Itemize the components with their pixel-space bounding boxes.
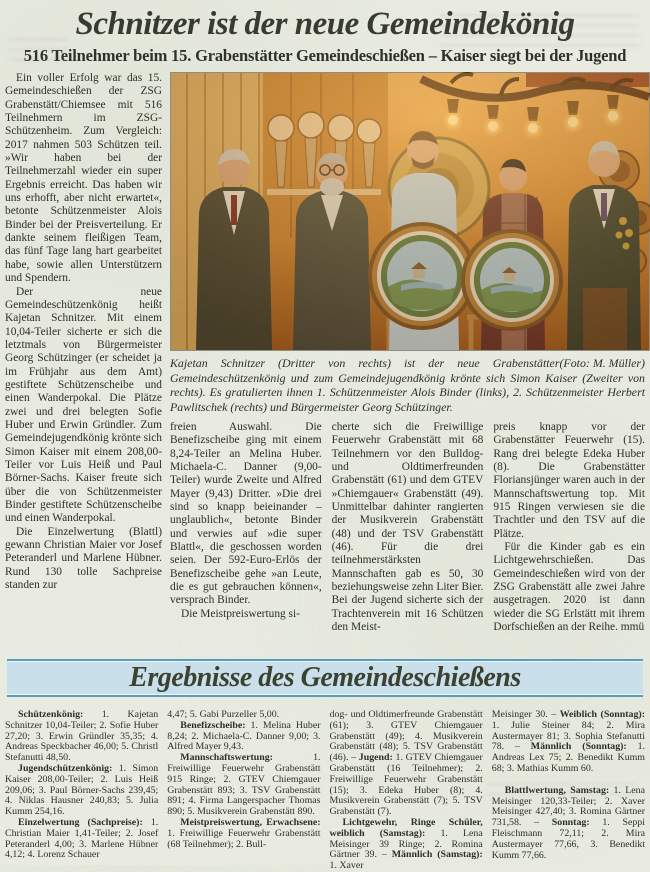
newspaper-page	[4, 5, 646, 872]
article-subheadline: 516 Teilnehmer beim 15. Grabenstätter Gemeindeschießen – Kaiser siegt bei der Jugend	[23, 46, 627, 65]
photo-caption	[170, 356, 645, 415]
photo-caption-text: Kajetan Schnitzer (Dritter von rechts) ist der neue Grabenstätter Gemeindeschützenkönig und zum Gemeindejugendkönig krönte sich Simon Kaiser (Zweiter von rechts). Es gratulierten ihnen 1. Schützenmeister Alois Binder (links), 2. Schützenmeister Herbert Pawlitschek (rechts) und Bürgermeister Georg Schützinger.	[170, 356, 645, 415]
article-photo	[170, 72, 650, 351]
results-banner-title: Ergebnisse des Gemeindeschießens	[129, 662, 521, 693]
article-left-column: Ein voller Erfolg war das 15. Gemeindeschießen der ZSG Grabenstätt/Chiemsee mit 516 Teilnehmern im ZSG-Schützenheim. Zum Vergleich: 2017 nahmen 503 Schützen teil. »Wir haben bei der Teilnehmerzahl wieder ein super Ergebnis erreicht. Das haben wir uns erhofft, aber nicht erwartet«, betonte Schützenmeister Alois Binder bei der Preisverteilung. Er dankte seinem fleißigen Team, das fünf Tage lang hart gearbeitet habe, sowie allen Unterstützern und Spendern. Der neue Gemeindeschützenkönig heißt Kajetan Schnitzer. Mit einem 10,04-Teiler sicherte er sich die letztmals von Bürgermeister Georg Schützinger (er scheidet ja im Frühjahr aus dem Amt) gestiftete Schützenscheibe und einen Wanderpokal. Die Plätze zwei und drei belegten Sofie Huber und Erwin Gründler. Zum Gemeindejugendkönig krönte sich Simon Kaiser mit einem 208,00-Teiler vor Luis Heiß und Paul Börner-Sachs. Kaiser freute sich über die von Schützenmeister Binder gestiftete Schützenscheibe und einen Wanderpokal. Die Einzelwertung (Blattl) gewann Christian Maier vor Josef Peteranderl und Marlene Hübner. Rund 130 tolle Sachpreise standen zur	[5, 72, 162, 592]
results-section	[5, 709, 646, 872]
photo-light-wash	[171, 73, 649, 350]
results-column-2: 4,47; 5. Gabi Purzeller 5,00. Benefizscheibe: 1. Melina Huber 8,24; 2. Michaela-C. Danner 9,00; 3. Alfred Mayer 9,43. Mannschaftswertung: 1. Freiwillige Feuerwehr Grabenstätt 915 Ringe; 2. GTEV Chiemgauer Grabenstätt 893; 3. TSV Grabenstätt 891; 4. Firma Langerspacher Thomas 890; 5. Musikverein Grabenstätt 890. Meistpreiswertung, Erwachsene: 1. Freiwillige Feuerwehr Grabenstätt (68 Teilnehmer); 2. Bull-	[167, 709, 321, 850]
article-body	[5, 72, 645, 650]
results-column-4: Meisinger 30. – Weiblich (Sonntag): 1. Julie Steiner 84; 2. Mira Austermayer 81; 3. Sophia Stefanutti 78. – Männlich (Sonntag): 1. Andreas Lex 75; 2. Benedikt Kumm 68; 3. Mathias Kumm 60. Blattlwertung, Samstag: 1. Lena Meisinger 120,33-Teiler; 2. Xaver Meisinger 427,40; 3. Romina Gärtner 731,58. – Sonntag: 1. Seppi Fleischmann 72,11; 2. Mira Austermayer 77,66, 3. Benedikt Kumm 77,66.	[491, 709, 646, 861]
results-column-1: Schützenkönig: 1. Kajetan Schnitzer 10,04-Teiler; 2. Sofie Huber 27,20; 3. Erwin Gründler 35,35; 4. Andreas Speckbacher 46,00; 5. Christl Stefanutti 48,50. Jugendschützenkönig: 1. Simon Kaiser 208,00-Teiler; 2. Luis Heiß 209,06; 3. Paul Börner-Sachs 239,45; 4. Niklas Hausner 240,83; 5. Julia Kumm 254,16. Einzelwertung (Sachpreise): 1. Christian Maier 1,41-Teiler; 2. Josef Peteranderl 4,00; 3. Marlene Hübner 4,12; 4. Lorenz Schauer	[5, 709, 159, 861]
article-column-3: preis knapp vor der Grabenstätter Feuerwehr (15). Rang drei belegte Edeka Huber (8). Die Grabenstätter Floriansjünger waren auch in der Mannschaftswertung top. Mit 915 Ringen verwiesen sie die Trachtler und den TSV auf die Plätze. Für die Kinder gab es ein Lichtgewehrschießen. Das Gemeindeschießen wird von der ZSG Grabenstätt alle zwei Jahre ausgetragen. 2020 ist dann wieder die SG Erlstätt mit ihrem Dorfschießen an der Reihe. mmü	[493, 420, 646, 633]
article-column-2: cherte sich die Freiwillige Feuerwehr Grabenstätt mit 68 Teilnehmern vor den Bulldog- und Oldtimerfreunden Grabenstätt (61) und dem GTEV »Chiemgauer« Grabenstätt (49). Unmittelbar dahinter rangierten der Musikverein Grabenstätt (48) und der TSV Grabenstätt (46). Für die drei teilnehmerstärksten Mannschaften gab es 50, 30 beziehungsweise zehn Liter Bier. Bei der Jugend sicherte sich der Trachtenverein mit 16 Schützen den Meist-	[331, 420, 484, 633]
article-right-block	[170, 72, 645, 650]
results-banner	[7, 659, 643, 697]
article-continuation-columns	[170, 421, 645, 650]
photo-credit: (Foto: M. Müller)	[559, 356, 645, 370]
article-column-1: freien Auswahl. Die Benefizscheibe ging mit einem 8,24-Teiler an Melina Huber. Michaela-C. Danner (9,00-Teiler) wurde Zweite und Alfred Mayer (9,43) Dritter. »Die drei sind so knapp beieinander – unglaublich«, betonte Binder und verwies auf »die super Blattl«, die geschossen worden seien. Der 592-Euro-Erlös der Benefizscheibe gehe »an Leute, die es gut gebrauchen können«, versprach Binder. Die Meistpreiswertung si-	[170, 420, 322, 620]
article-headline: Schnitzer ist der neue Gemeindekönig	[75, 6, 575, 42]
results-column-3: dog- und Oldtimerfreunde Grabenstätt (61); 3. GTEV Chiemgauer Grabenstätt (49); 4. Musikverein Grabenstätt (48); 5. TSV Grabenstätt (46). – Jugend: 1. GTEV Chiemgauer Grabenstätt (16 Teilnehmer); 2. Freiwillige Feuerwehr Grabenstätt (15); 3. Edeka Huber (8); 4. Musikverein Grabenstätt (7); 5. TSV Grabenstätt (7). Lichtgewehr, Ringe Schüler, weiblich (Samstag): 1. Lena Meisinger 39 Ringe; 2. Romina Gärtner 39. – Männlich (Samstag): 1. Xaver	[329, 709, 483, 872]
